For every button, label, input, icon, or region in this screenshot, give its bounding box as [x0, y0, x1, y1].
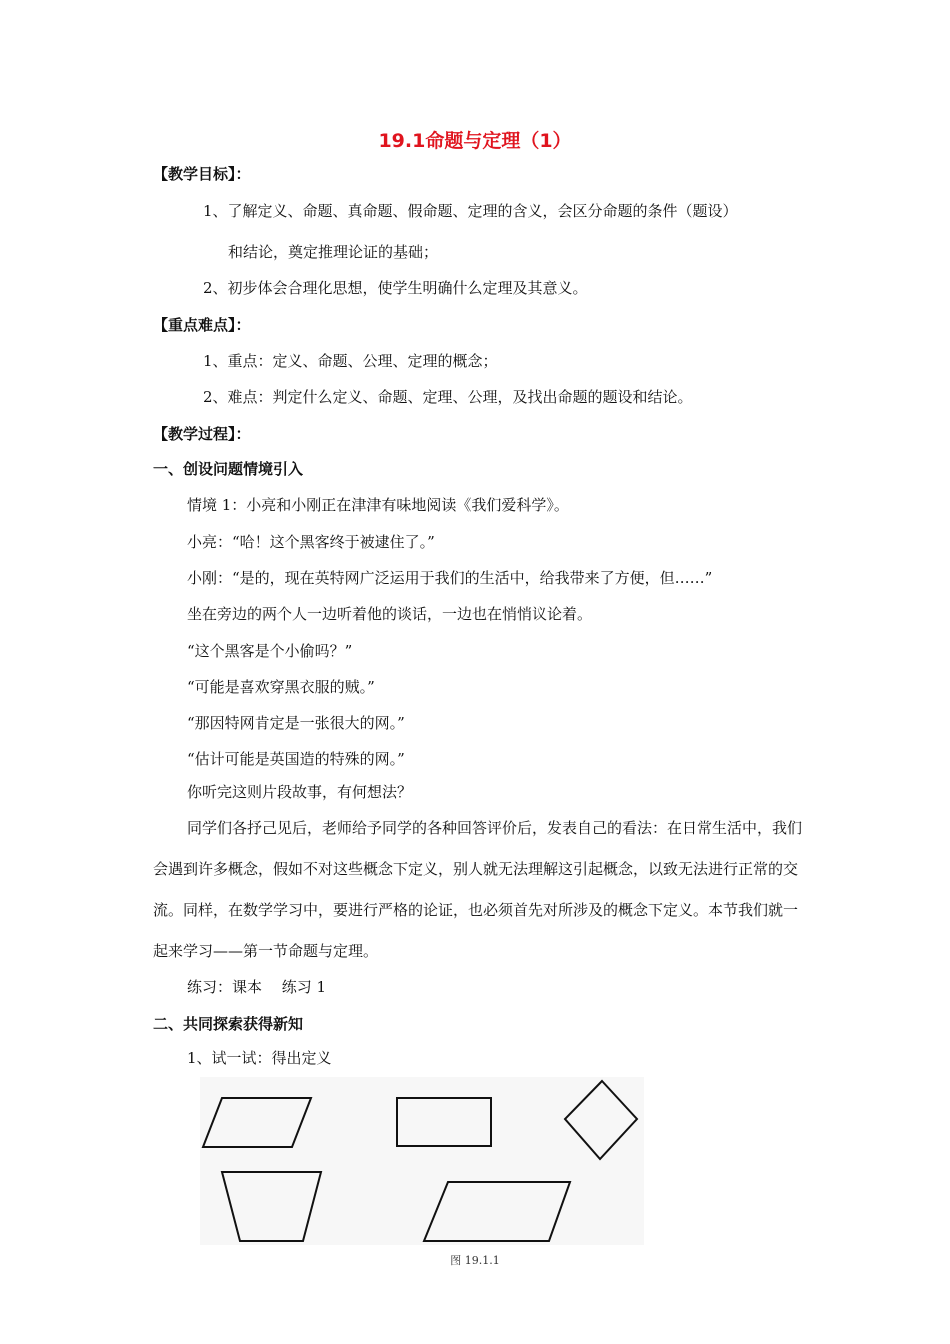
objective-item-1-cont: 和结论，奠定推理论证的基础； [228, 243, 439, 261]
story-line: “可能是喜欢穿黑衣服的贼。” [187, 678, 375, 696]
key-point-1: 1、重点：定义、命题、公理、定理的概念； [203, 352, 498, 370]
figure-shapes [200, 1077, 644, 1249]
key-points-heading: 【重点难点】： [153, 316, 251, 334]
exercise-line: 练习：课本 练习 1 [187, 978, 327, 996]
section-1-heading: 一、创设问题情境引入 [153, 460, 304, 478]
figure-background [200, 1077, 644, 1245]
figure-caption: 图 19.1.1 [450, 1254, 500, 1267]
objective-item-1: 1、了解定义、命题、真命题、假命题、定理的含义，会区分命题的条件（题设） [203, 202, 738, 220]
key-point-2: 2、难点：判定什么定义、命题、定理、公理，及找出命题的题设和结论。 [203, 388, 693, 406]
story-line: 你听完这则片段故事，有何想法？ [187, 783, 413, 801]
teacher-paragraph: 同学们各抒己见后，老师给予同学的各种回答评价后，发表自己的看法：在日常生活中，我们会遇到许多概念，假如不对这些概念下定义，别人就无法理解这引起概念，以致无法进行正常的交流。同样，在数学学习中，要进行严格的论证，也必须首先对所涉及的概念下定义。本节我们就一起来学习——第一节命题与定理。 [153, 819, 803, 960]
story-line: “那因特网肯定是一张很大的网。” [187, 714, 405, 732]
story-line: 小亮：“哈！这个黑客终于被逮住了。” [187, 533, 435, 551]
section-2-heading: 二、共同探索获得新知 [153, 1015, 304, 1033]
try-line: 1、试一试：得出定义 [187, 1049, 332, 1067]
story-line: 小刚：“是的，现在英特网广泛运用于我们的生活中，给我带来了方便，但……” [187, 569, 713, 587]
objectives-heading: 【教学目标】： [153, 165, 251, 183]
story-line: 坐在旁边的两个人一边听着他的谈话，一边也在悄悄议论着。 [187, 605, 593, 623]
story-line: “估计可能是英国造的特殊的网。” [187, 750, 405, 768]
story-line: 情境 1：小亮和小刚正在津津有味地阅读《我们爱科学》。 [187, 496, 569, 514]
story-line: “这个黑客是个小偷吗？” [187, 642, 353, 660]
process-heading: 【教学过程】： [153, 425, 251, 443]
objective-item-2: 2、初步体会合理化思想，使学生明确什么定理及其意义。 [203, 279, 588, 297]
shapes-svg [200, 1077, 644, 1245]
document-title: 19.1命题与定理（1） [378, 130, 572, 152]
